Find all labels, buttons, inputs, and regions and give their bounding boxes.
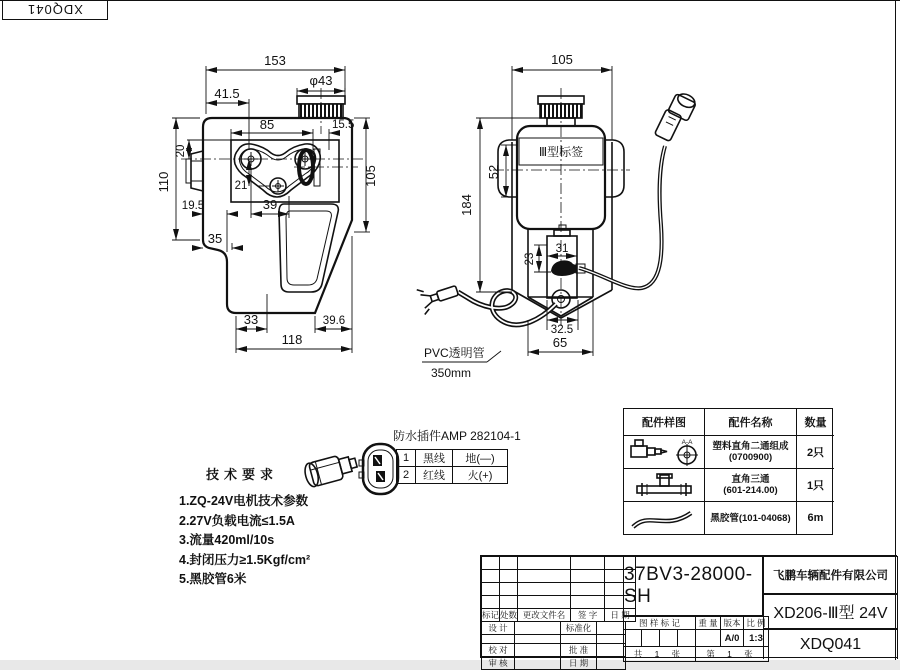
stamp-weight-label: 重 量 bbox=[696, 617, 721, 630]
dim-21: 21 bbox=[234, 180, 248, 192]
wire-role: 火(+) bbox=[453, 467, 508, 484]
pump-elbow-nozzle bbox=[551, 260, 577, 276]
parts-header-row bbox=[624, 409, 832, 435]
stamp-version-value: A/0 bbox=[721, 630, 744, 647]
product-code: XDQ041 bbox=[763, 629, 898, 659]
parts-header-sample: 配件样图 bbox=[642, 417, 686, 429]
side-view bbox=[417, 52, 698, 380]
table-row bbox=[624, 435, 832, 468]
product-model: XD206-Ⅲ型 24V bbox=[763, 594, 898, 629]
table-row bbox=[397, 467, 508, 484]
dim-118: 118 bbox=[281, 332, 303, 347]
rev-header-date: 日 期 bbox=[605, 609, 636, 622]
rev-header-file: 更改文件名 bbox=[518, 609, 571, 622]
wire-connector bbox=[654, 89, 697, 144]
dim-cap-dia: φ43 bbox=[309, 73, 333, 88]
title-block bbox=[480, 555, 897, 668]
type-label-text: Ⅲ型标签 bbox=[538, 145, 584, 159]
part-name-line2: (601-214.00) bbox=[723, 485, 778, 496]
stamp-mark-label: 图 样 标 记 bbox=[624, 617, 696, 630]
dim-105-front: 105 bbox=[363, 165, 378, 187]
power-wire bbox=[579, 89, 698, 288]
role-design: 设 计 bbox=[482, 622, 515, 635]
tube-length-text: 350mm bbox=[431, 366, 472, 380]
parts-table bbox=[623, 408, 833, 535]
pump-motor bbox=[547, 225, 585, 298]
part-qty: 1只 bbox=[796, 468, 834, 501]
right-ear bbox=[605, 140, 624, 197]
tank-outline-front bbox=[203, 118, 355, 313]
tech-item: 2.27V负载电流≤1.5A bbox=[179, 513, 295, 528]
wire-role: 地(—) bbox=[453, 450, 508, 467]
tech-item: 5.黑胶管6米 bbox=[179, 572, 247, 586]
table-row bbox=[624, 501, 832, 534]
part-name: 黑胶管(101-04068) bbox=[704, 501, 796, 534]
sheet-total: 共 1 张 bbox=[624, 647, 696, 662]
hose-icon bbox=[624, 501, 704, 534]
amp-connector-title: 防水插件AMP 282104-1 bbox=[393, 429, 521, 443]
part-name-line1: 直角三通 bbox=[731, 474, 770, 485]
dim-41-5: 41.5 bbox=[214, 86, 240, 101]
dim-153: 153 bbox=[264, 53, 286, 68]
tube-nozzle bbox=[417, 278, 461, 314]
side-view-dimensions bbox=[459, 52, 612, 356]
role-standard: 标准化 bbox=[561, 622, 597, 635]
section-label: A-A bbox=[681, 438, 693, 446]
dim-105-side: 105 bbox=[551, 52, 573, 67]
part-qty: 2只 bbox=[796, 435, 834, 468]
dim-65: 65 bbox=[552, 335, 568, 350]
table-row bbox=[397, 450, 508, 467]
pin-number: 1 bbox=[397, 450, 416, 467]
wire-color: 黑线 bbox=[416, 450, 453, 467]
drawing-number: 37BV3-28000-SH bbox=[623, 556, 763, 616]
parts-header-qty: 数量 bbox=[796, 409, 834, 435]
stamp-table bbox=[623, 616, 769, 662]
tech-requirements-list bbox=[179, 492, 409, 590]
signature-table bbox=[481, 621, 626, 670]
dim-39: 39 bbox=[262, 197, 278, 212]
tech-requirements-title: 技术要求 bbox=[206, 467, 279, 482]
dim-23: 23 bbox=[524, 252, 536, 266]
amp-pinout-table bbox=[396, 449, 508, 484]
parts-header-name: 配件名称 bbox=[704, 409, 796, 435]
tee-fitting-icon bbox=[624, 468, 704, 501]
rev-header-sign: 签 字 bbox=[571, 609, 605, 622]
part-name: 塑料直角二通组成(0700900) bbox=[704, 435, 796, 468]
table-row bbox=[624, 468, 832, 501]
stamp-scale-label: 比 例 bbox=[744, 617, 769, 630]
dim-31: 31 bbox=[555, 243, 569, 255]
corner-code-text: XDQ041 bbox=[27, 2, 83, 17]
wire-color: 红线 bbox=[416, 467, 453, 484]
rev-header-count: 处数 bbox=[500, 610, 518, 620]
dim-52: 52 bbox=[486, 164, 501, 180]
front-view bbox=[156, 53, 378, 353]
sheet-page: 第 1 张 bbox=[696, 647, 769, 662]
dim-110: 110 bbox=[156, 171, 171, 193]
mount-hole-bottom bbox=[270, 178, 286, 194]
dim-184: 184 bbox=[459, 194, 474, 216]
connector-face-view bbox=[359, 444, 398, 494]
dim-19-5: 19.5 bbox=[181, 200, 205, 212]
role-approve: 批 准 bbox=[561, 644, 597, 657]
dim-20: 20 bbox=[175, 144, 187, 158]
role-date: 日 期 bbox=[561, 657, 597, 670]
revision-table bbox=[481, 556, 636, 622]
company-name: 飞鹏车辆配件有限公司 bbox=[763, 556, 898, 594]
tech-item: 4.封闭压力≥1.5Kgf/cm² bbox=[179, 552, 311, 567]
dim-32-5: 32.5 bbox=[550, 324, 574, 336]
tube-note-text: PVC透明管 bbox=[424, 346, 485, 360]
stamp-scale-value: 1:3 bbox=[744, 630, 769, 647]
part-name bbox=[704, 468, 796, 501]
role-check: 校 对 bbox=[482, 644, 515, 657]
dim-35: 35 bbox=[207, 231, 223, 246]
rev-header-mark: 标记 bbox=[482, 610, 500, 620]
dim-85: 85 bbox=[259, 117, 275, 132]
part-qty: 6m bbox=[796, 501, 834, 534]
elbow-fitting-icon bbox=[624, 435, 704, 468]
pin-number: 2 bbox=[397, 467, 416, 484]
role-review: 审 核 bbox=[482, 657, 515, 670]
stamp-version-label: 版本 bbox=[721, 617, 744, 630]
dim-33: 33 bbox=[243, 312, 259, 327]
tech-item: 1.ZQ-24V电机技术参数 bbox=[179, 494, 309, 508]
dim-39-6: 39.6 bbox=[322, 315, 346, 327]
dim-15-5: 15.5 bbox=[332, 119, 355, 131]
tech-item: 3.流量420ml/10s bbox=[179, 533, 275, 547]
